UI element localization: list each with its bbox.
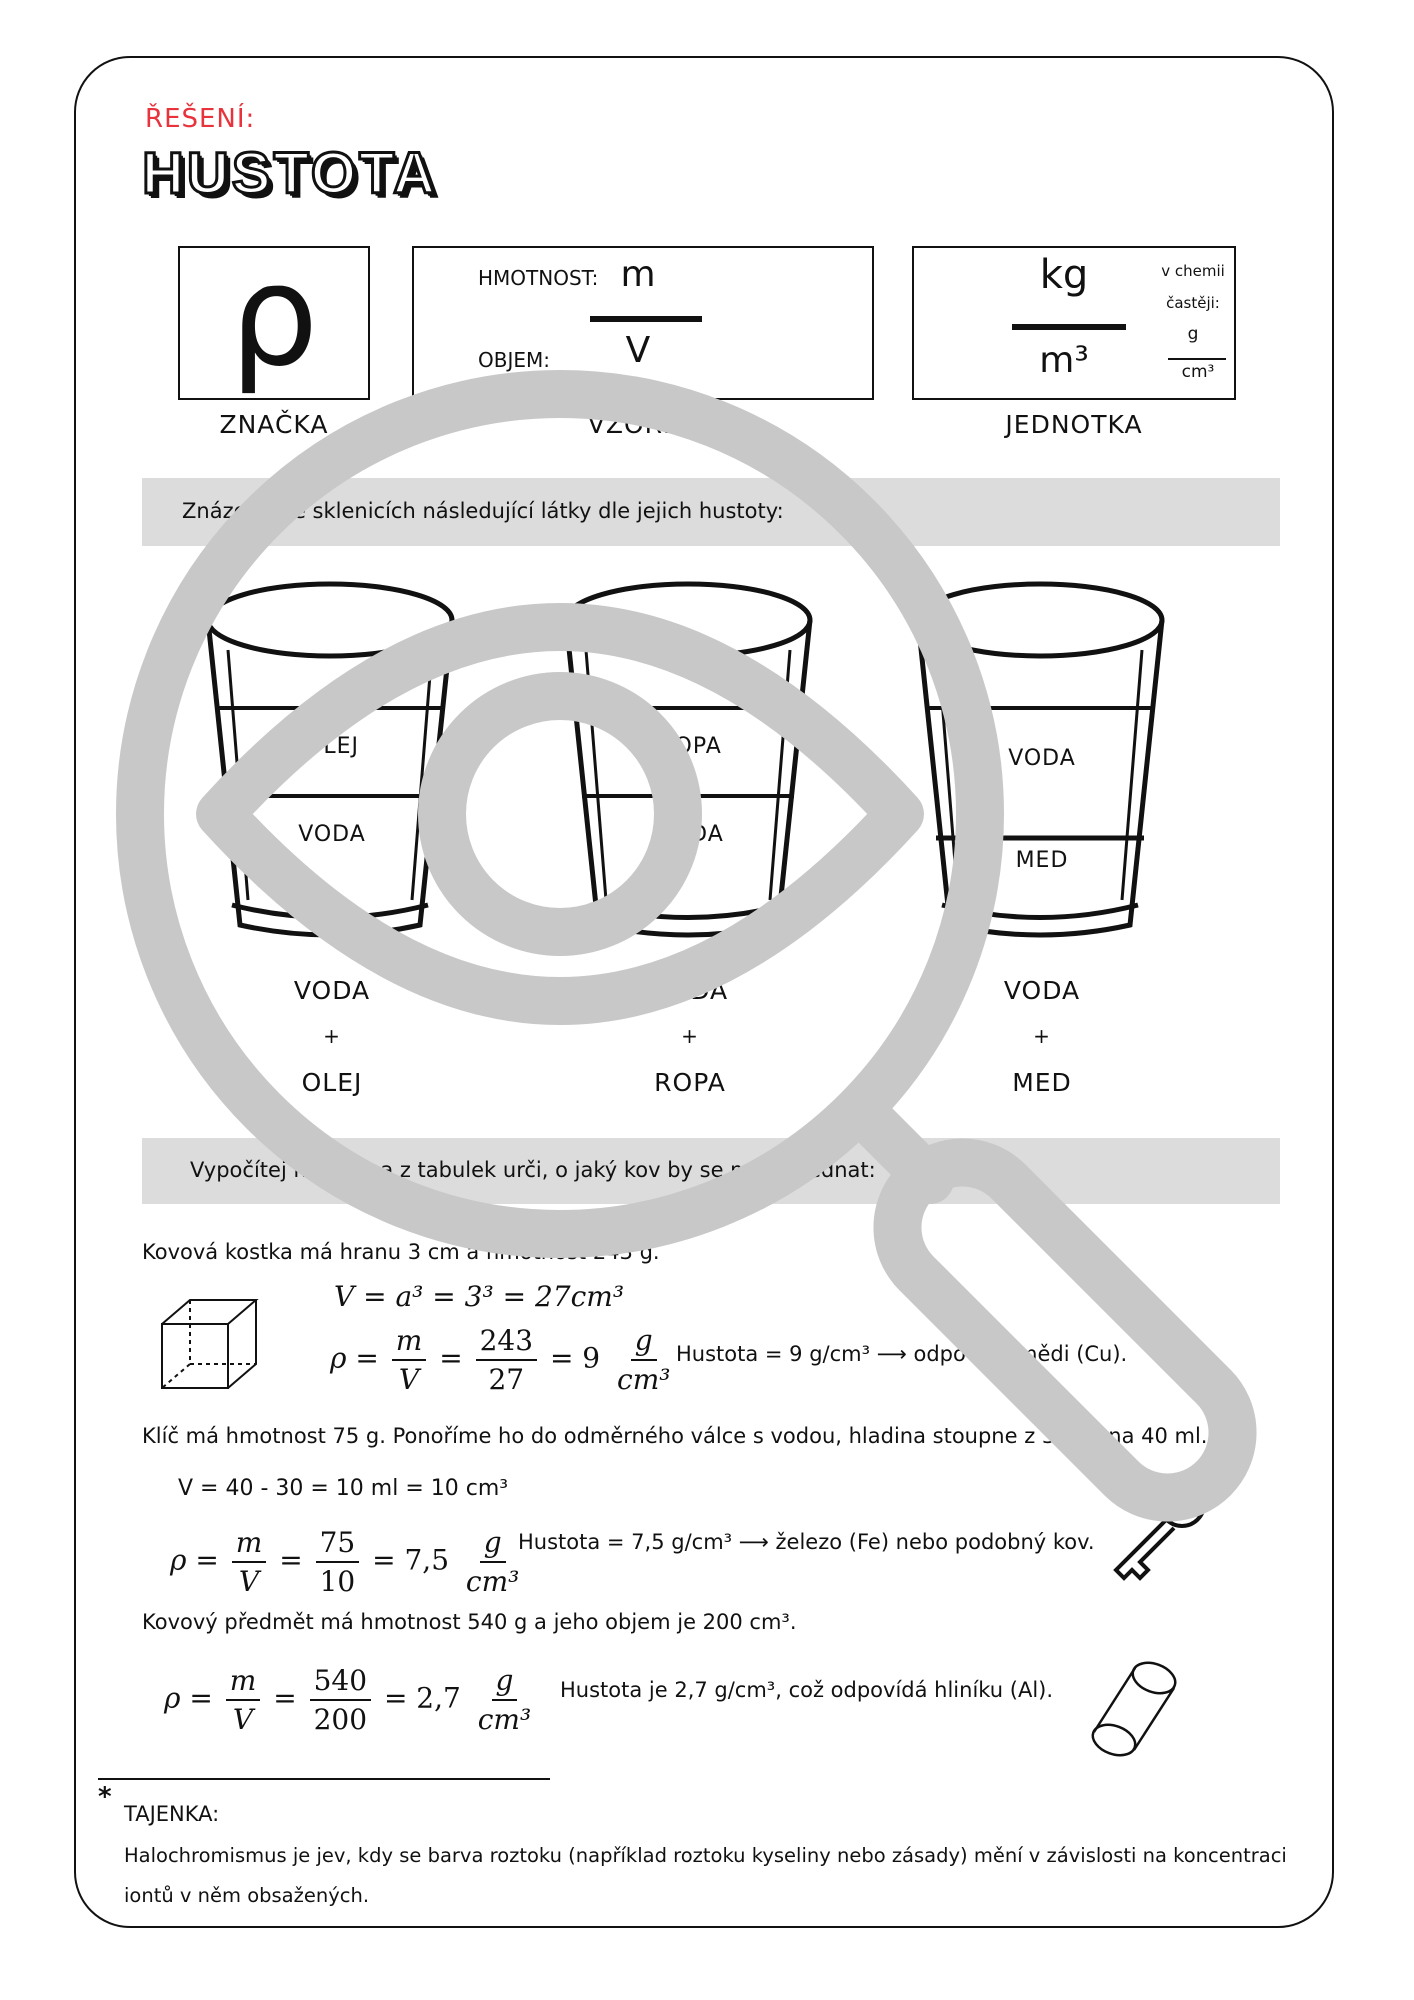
symbol-caption: ZNAČKA: [219, 410, 329, 439]
unit-numerator: kg: [1039, 252, 1089, 298]
glass-2: [566, 584, 810, 935]
problem2-answer: Hustota = 7,5 g/cm³ ⟶ železo (Fe) nebo podobný kov.: [518, 1530, 1095, 1554]
problem3-answer: Hustota je 2,7 g/cm³, což odpovídá hliníku (Al).: [560, 1678, 1054, 1702]
task2-instruction: Vypočítej hustotu a z tabulek urči, o jaký kov by se mohlo jednat:: [190, 1158, 876, 1182]
glass2-plus: +: [681, 1024, 699, 1048]
glass3-line1: VODA: [1003, 976, 1081, 1005]
formula-caption: VZOREC: [587, 410, 699, 439]
unit-note-line1: v chemii: [1161, 262, 1225, 280]
glass1-plus: +: [323, 1024, 341, 1048]
mass-label: HMOTNOST:: [478, 266, 599, 290]
problem2-density-formula: ρ = $\frac{m}{V}$ = $\frac{75}{10}$ = 7,5 $\frac{g}{\text{cm³}}$: [170, 1526, 520, 1598]
footer-divider: [98, 1778, 550, 1780]
footer-line2: iontů v něm obsažených.: [124, 1884, 370, 1907]
problem1-answer: Hustota = 9 g/cm³ ⟶ odpovídá mědi (Cu).: [676, 1342, 1128, 1366]
problem1-density-formula: ρ = $\frac{m}{V}$ = $\frac{243}{27}$ = 9 $\frac{g}{\text{cm³}}$: [330, 1324, 671, 1396]
problem1-volume: V = a³ = 3³ = 27cm³: [334, 1280, 625, 1313]
cube-drawing: [156, 1294, 260, 1394]
formula-numerator: m: [620, 254, 656, 295]
task2-band: [142, 1138, 1280, 1204]
unit-alt-numerator: g: [1187, 324, 1199, 344]
unit-denominator: m³: [1039, 340, 1089, 381]
glass3-top-layer: VODA: [1008, 746, 1076, 771]
cylinder-drawing: [1084, 1654, 1184, 1764]
solution-label: ŘEŠENÍ:: [145, 104, 256, 134]
glass3-plus: +: [1033, 1024, 1051, 1048]
glass3-line2: MED: [1012, 1068, 1072, 1097]
glass-1: [208, 584, 452, 935]
problem2-volume: V = 40 - 30 = 10 ml = 10 cm³: [178, 1476, 509, 1501]
glass1-bottom-layer: VODA: [298, 822, 366, 847]
page-title: HUSTOTA: [142, 141, 438, 206]
glass2-line1: VODA: [651, 976, 729, 1005]
glass3-bottom-layer: MED: [1015, 848, 1069, 873]
problem3-density-formula: ρ = $\frac{m}{V}$ = $\frac{540}{200}$ = 2,7 $\frac{g}{\text{cm³}}$: [164, 1664, 532, 1736]
unit-note-line2: častěji:: [1166, 294, 1220, 312]
task1-instruction: Znázorni ve sklenicích následující látky dle jejich hustoty:: [182, 499, 784, 523]
rho-symbol: ρ: [229, 235, 319, 398]
volume-label: OBJEM:: [478, 348, 550, 372]
problem3-text: Kovový předmět má hmotnost 540 g a jeho objem je 200 cm³.: [142, 1610, 797, 1634]
formula-denominator: V: [625, 330, 651, 371]
problem1-text: Kovová kostka má hranu 3 cm a hmotnost 243 g.: [142, 1240, 660, 1264]
footer-line1: Halochromismus je jev, kdy se barva roztoku (například roztoku kyseliny nebo zásady) mění v závislosti na koncentraci: [124, 1844, 1287, 1867]
glass2-bottom-layer: VODA: [656, 822, 724, 847]
unit-alt-denominator: cm³: [1181, 362, 1215, 382]
footer-heading: TAJENKA:: [124, 1802, 220, 1826]
glass1-line2: OLEJ: [301, 1068, 363, 1097]
glass1-line1: VODA: [293, 976, 371, 1005]
glass2-top-layer: ROPA: [658, 734, 722, 759]
glass1-top-layer: OLEJ: [305, 734, 359, 759]
unit-caption: JEDNOTKA: [1005, 410, 1143, 439]
glass2-line2: ROPA: [654, 1068, 726, 1097]
problem2-text: Klíč má hmotnost 75 g. Ponoříme ho do odměrného válce s vodou, hladina stoupne z 30 ml na 40 ml.: [142, 1424, 1208, 1448]
key-icon: [1104, 1474, 1214, 1586]
footer-star: *: [98, 1782, 112, 1812]
